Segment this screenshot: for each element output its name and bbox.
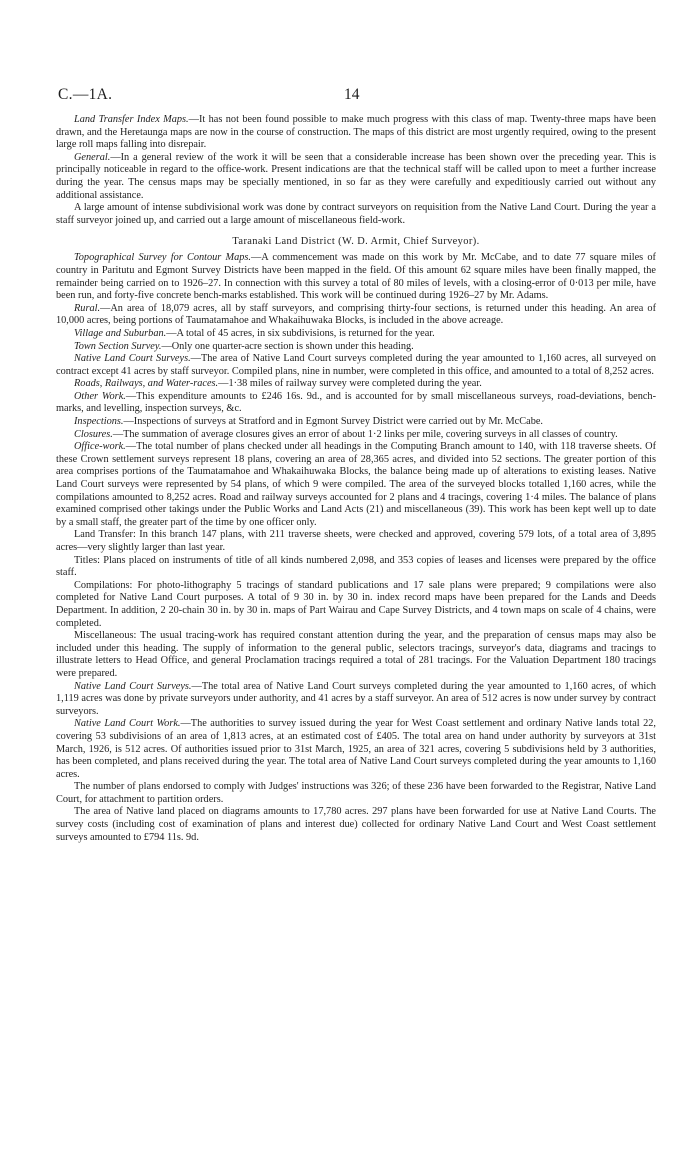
document-reference: C.—1A. — [58, 86, 113, 103]
paragraph — [56, 555, 656, 580]
paragraph-heading: Native Land Court Surveys. — [74, 353, 191, 365]
paragraph-text: —Inspections of surveys at Stratford and in Egmont Survey District were carried out by Mr. McCabe. — [123, 416, 543, 428]
paragraph-heading: Native Land Court Surveys. — [74, 680, 192, 692]
paragraph-heading: Town Section Survey. — [74, 340, 162, 352]
paragraph — [56, 252, 656, 302]
paragraph-text: —A commencement was made on this work by Mr. McCabe, and to date 77 square miles of country in Paritutu and Egmont Survey Districts have been mapped in the field. Of this amount 62 square miles have been finally mapped, the remainder being carried on to 1926–27. In connection with this survey a total of 80 miles of levels, with a closing-error of 0·013 per mile, have been run, and forty-five concrete bench-marks established. This work will be continued during 1926–27 by Mr. Adams. — [56, 252, 656, 302]
paragraph — [56, 378, 656, 391]
paragraph-text: Titles: Plans placed on instruments of title of all kinds numbered 2,098, and 353 copies of leases and licenses were prepared by the office staff. — [56, 554, 656, 579]
paragraph — [56, 429, 656, 442]
paragraph — [56, 781, 656, 806]
paragraph-heading: Office-work. — [74, 441, 126, 453]
paragraph-text: The area of Native land placed on diagrams amounts to 17,780 acres. 297 plans have been forwarded for use at Native Land Courts. The survey costs (including cost of examination of plans and interest due) collected for ordinary Native Land Court and West Coast settlement surveys amounted to £794 11s. 9d. — [56, 806, 656, 843]
paragraph-heading: Native Land Court Work. — [74, 718, 181, 730]
paragraph-text: —The total area of Native Land Court surveys completed during the year amounted to 1,160 acres, of which 1,119 acres was done by private surveyors under authority, and 41 acres by a staff surveyor. An area of 512 acres is now under survey by contract surveyors. — [56, 680, 657, 717]
paragraph — [56, 152, 656, 202]
paragraph — [56, 353, 656, 378]
paragraph-text: The number of plans endorsed to comply with Judges' instructions was 326; of these 236 have been forwarded to the Registrar, Native Land Court, for attachment to partition orders. — [56, 781, 656, 805]
paragraph — [56, 529, 656, 554]
paragraph — [56, 806, 656, 844]
paragraph — [56, 202, 656, 227]
paragraph — [56, 114, 656, 152]
paragraph — [56, 681, 656, 719]
paragraph-heading: Topographical Survey for Contour Maps. — [74, 252, 251, 264]
paragraph-heading: Land Transfer Index Maps. — [74, 114, 189, 125]
paragraph — [56, 630, 656, 680]
paragraph-heading: Inspections. — [74, 416, 124, 428]
paragraph-text: Land Transfer: In this branch 147 plans, with 211 traverse sheets, were checked and approved, covering 579 lots, of a total area of 3,895 acres—very slightly larger than last year. — [56, 529, 656, 553]
paragraph-text: —This expenditure amounts to £246 16s. 9d., and is accounted for by small miscellaneous surveys, road-deviations, bench-marks, and levelling, inspection surveys, &c. — [56, 390, 656, 415]
paragraph-text: —Only one quarter-acre section is shown under this heading. — [161, 340, 414, 352]
paragraph-text: —A total of 45 acres, in six subdivisions, is returned for the year. — [166, 327, 435, 339]
paragraph-text: —1·38 miles of railway survey were completed during the year. — [218, 378, 482, 390]
paragraph — [56, 580, 656, 630]
paragraph-text: —The summation of average closures gives an error of about 1·2 links per mile, covering surveys in all classes of country. — [112, 428, 618, 440]
paragraph-text: A large amount of intense subdivisional work was done by contract surveyors on requisition from the Native Land Court. During the year a staff surveyor joined up, and carried out a large amount of miscellaneous field-work. — [56, 202, 656, 226]
paragraph-heading: Village and Suburban. — [74, 327, 167, 339]
paragraph-text: —It has not been found possible to make much progress with this class of map. Twenty-three maps have been drawn, and the Heretaunga maps are now in the course of construction. The maps of this district are most urgently required, owing to the present large roll maps falling into disrepair. — [56, 114, 657, 151]
section-heading: Taranaki Land District (W. D. Armit, Chief Surveyor). — [232, 236, 480, 248]
paragraph — [56, 416, 656, 429]
paragraph-text: —An area of 18,079 acres, all by staff surveyors, and comprising thirty-four sections, is returned under this heading. An area of 10,000 acres, being portions of Taumatamahoe and Whakaihuwaka Blocks, is included in the above acreage. — [56, 302, 656, 327]
paragraph — [56, 341, 656, 354]
paragraph-text: Miscellaneous: The usual tracing-work has required constant attention during the year, and the preparation of census maps may also be included under this heading. The supply of information to the general public, selectors tracings, surveyor's data, diagrams and tracings to illustrate letters to Head Office, and general Proclamation tracings required a total of 281 tracings. For the Valuation Department 180 tracings were prepared. — [56, 630, 656, 679]
paragraph-text: Compilations: For photo-lithography 5 tracings of standard publications and 17 sale plans were prepared; 9 compilations were also completed for Native Land Court purposes. A total of 9 30 in. by 30 in. index record maps have been prepared for the Lands and Deeds Department. In addition, 2 20-chain 30 in. by 30 in. maps of Part Wairau and Cape Survey Districts, and 4 town maps on scale of 4 chains, were completed. — [56, 579, 656, 629]
paragraph — [56, 391, 656, 416]
paragraph — [56, 718, 656, 781]
paragraph-text: —In a general review of the work it will be seen that a considerable increase has been shown over the preceding year. This is principally noticeable in regard to the office-work. Present indications are that the technical staff will be called upon to meet a further increase during the year. The census maps may be specially mentioned, in so far as they were carefully and expeditiously carried out without any additional assistance. — [56, 151, 656, 201]
paragraph — [56, 441, 656, 529]
paragraph-heading: Closures. — [74, 428, 113, 440]
paragraph-text: —The area of Native Land Court surveys completed during the year amounted to 1,160 acres, all surveyed on contract except 41 acres by staff surveyor. Compiled plans, nine in number, were completed in this office, and amounted to a total of 8,252 acres. — [56, 353, 656, 377]
paragraph — [56, 303, 656, 328]
paragraph-text: —The authorities to survey issued during the year for West Coast settlement and ordinary Native lands total 22, covering 53 subdivisions of an area of 1,813 acres, at an estimated cost of £405. The total area on hand under authority by surveyors at 31st March, 1926, is 512 acres. Of authorities issued prior to 31st March, 1925, an area of 321 acres, covering 5 subdivisions held by 3 authorities, has been completed, and plans received during the year. The total area of Native Land Court surveys completed during the year amounts to 1,160 acres. — [56, 718, 656, 780]
paragraph-heading: Other Work. — [74, 390, 126, 402]
page-number: 14 — [344, 86, 360, 103]
paragraph-text: —The total number of plans checked under all headings in the Computing Branch amount to 140, with 118 traverse sheets. Of these Crown settlement surveys represent 18 plans, covering an area of 28,365 acres, and divided into 52 sections. The greater portion of this area comprises portions of the Taumatamahoe and Whakaihuwaka Blocks, the balance being made up of alterations to existing leases. Native Land Court surveys were represented by 54 plans, of which 9 were compiled. The area of the surveyed blocks totalled 1,160 acres, while the compilations amounted to 8,252 acres. Road and railway surveys accounted for 2 plans and 4 tracings, covering 1·4 miles. The balance of plans examined comprised other takings under the Public Works and Land Acts (21) and miscellaneous (39). This work has been kept well up to date by a small staff, the greater part of the time by one officer only. — [56, 441, 656, 528]
paragraph-heading: Rural. — [74, 302, 101, 314]
paragraph-heading: Roads, Railways, and Water-races. — [74, 378, 219, 390]
paragraph — [56, 328, 656, 341]
paragraph-heading: General. — [74, 151, 111, 163]
document-body — [56, 114, 656, 844]
